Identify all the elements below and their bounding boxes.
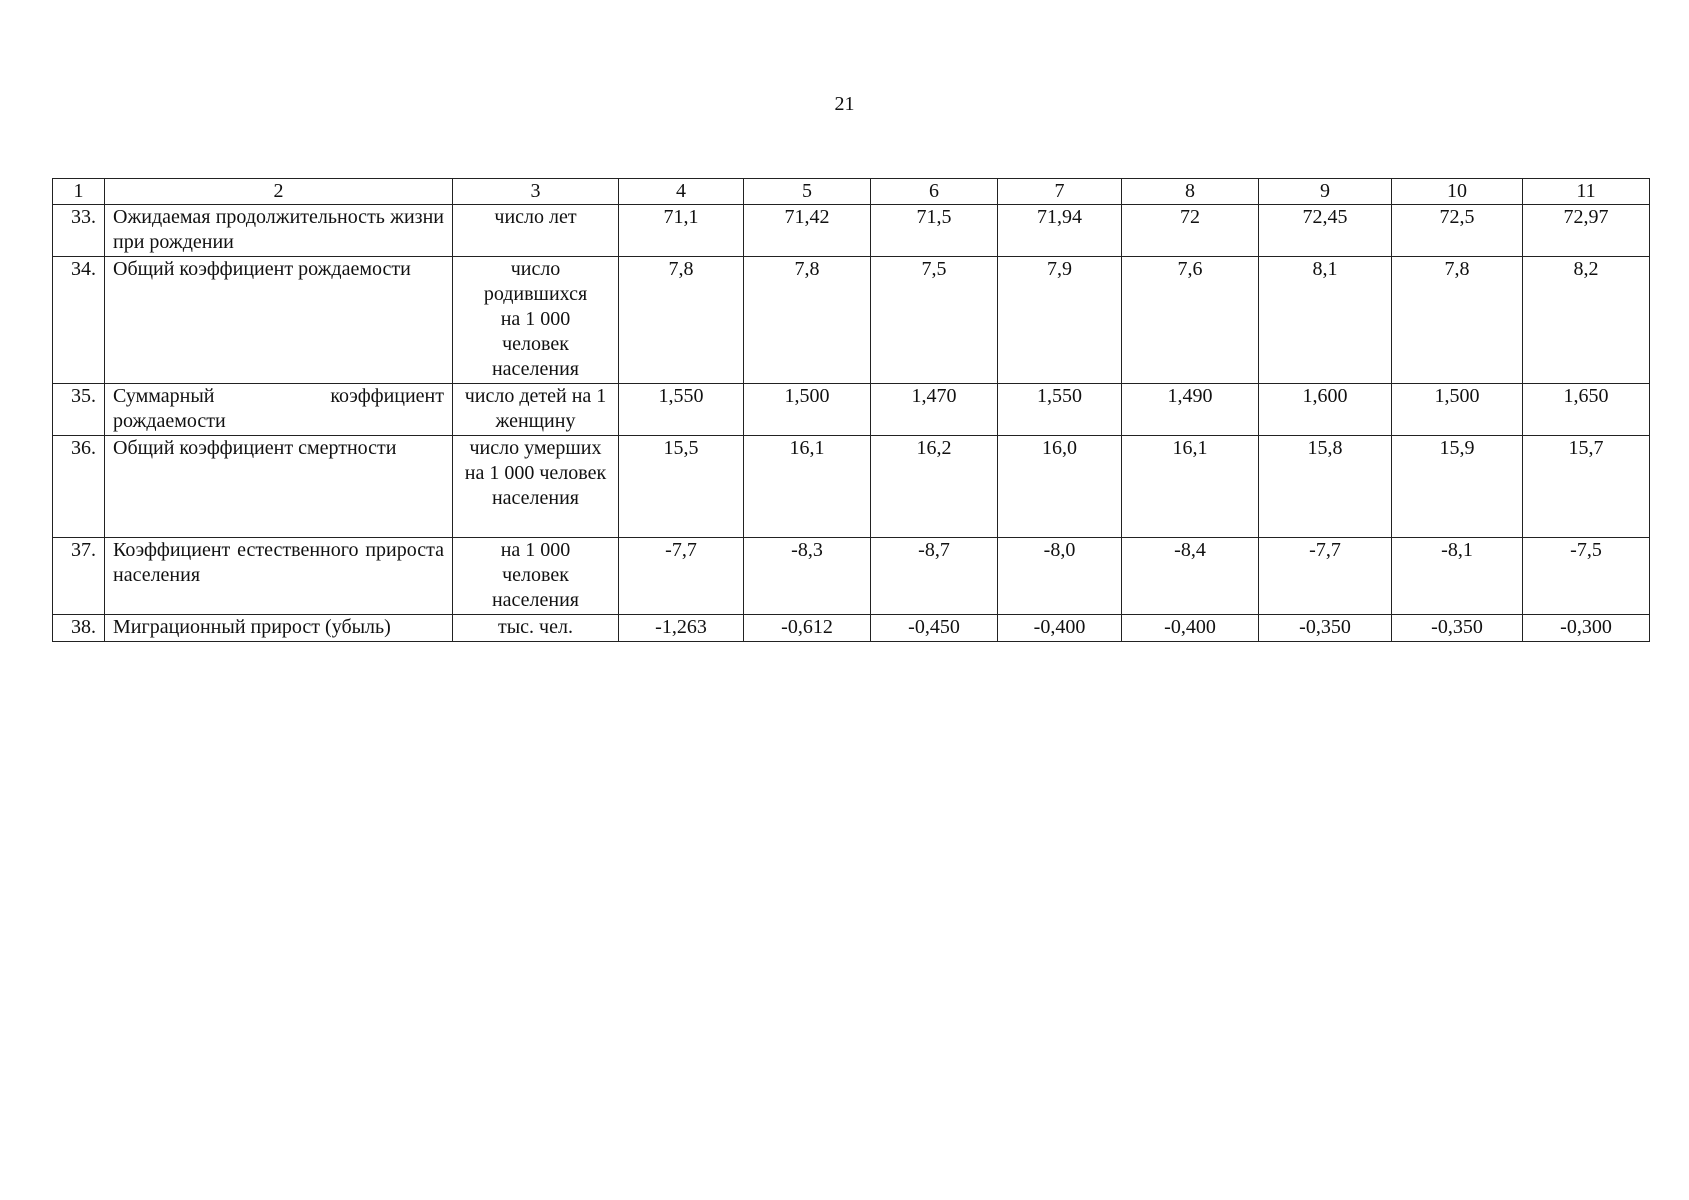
value-cell: 1,600 bbox=[1259, 384, 1392, 436]
value-cell: 1,470 bbox=[871, 384, 998, 436]
unit-cell: число детей на 1 женщину bbox=[453, 384, 619, 436]
value-cell: 16,1 bbox=[1122, 436, 1259, 538]
value-cell: -0,400 bbox=[998, 615, 1122, 642]
row-number: 35. bbox=[53, 384, 105, 436]
column-header: 7 bbox=[998, 179, 1122, 205]
value-cell: 15,9 bbox=[1392, 436, 1523, 538]
value-cell: -1,263 bbox=[619, 615, 744, 642]
column-header: 11 bbox=[1523, 179, 1650, 205]
value-cell: 72,5 bbox=[1392, 205, 1523, 257]
value-cell: -8,1 bbox=[1392, 538, 1523, 615]
row-number: 36. bbox=[53, 436, 105, 538]
column-header: 2 bbox=[105, 179, 453, 205]
value-cell: -7,7 bbox=[1259, 538, 1392, 615]
value-cell: -8,7 bbox=[871, 538, 998, 615]
value-cell: -8,4 bbox=[1122, 538, 1259, 615]
value-cell: -7,5 bbox=[1523, 538, 1650, 615]
unit-cell: число умерших на 1 000 человек населения bbox=[453, 436, 619, 538]
value-cell: 8,1 bbox=[1259, 257, 1392, 384]
indicators-table bbox=[52, 178, 1650, 642]
value-cell: 15,5 bbox=[619, 436, 744, 538]
value-cell: 72 bbox=[1122, 205, 1259, 257]
value-cell: 1,650 bbox=[1523, 384, 1650, 436]
column-header: 5 bbox=[744, 179, 871, 205]
value-cell: 1,500 bbox=[1392, 384, 1523, 436]
indicator-name: Ожидаемая продолжительность жизни при рождении bbox=[105, 205, 453, 257]
table-row bbox=[53, 384, 1650, 436]
value-cell: -8,3 bbox=[744, 538, 871, 615]
value-cell: 7,5 bbox=[871, 257, 998, 384]
value-cell: 72,45 bbox=[1259, 205, 1392, 257]
value-cell: 7,8 bbox=[744, 257, 871, 384]
value-cell: 71,1 bbox=[619, 205, 744, 257]
value-cell: 1,490 bbox=[1122, 384, 1259, 436]
indicator-name: Коэффициент естественного прироста населения bbox=[105, 538, 453, 615]
value-cell: -7,7 bbox=[619, 538, 744, 615]
value-cell: 1,500 bbox=[744, 384, 871, 436]
value-cell: 7,6 bbox=[1122, 257, 1259, 384]
row-number: 38. bbox=[53, 615, 105, 642]
value-cell: 72,97 bbox=[1523, 205, 1650, 257]
indicator-name: Общий коэффициент рождаемости bbox=[105, 257, 453, 384]
value-cell: 16,1 bbox=[744, 436, 871, 538]
page-number: 21 bbox=[834, 93, 855, 115]
value-cell: -8,0 bbox=[998, 538, 1122, 615]
indicator-name: Суммарный коэффициент рождаемости bbox=[105, 384, 453, 436]
unit-cell: тыс. чел. bbox=[453, 615, 619, 642]
table-row bbox=[53, 436, 1650, 538]
value-cell: -0,350 bbox=[1392, 615, 1523, 642]
unit-cell: число родившихся на 1 000 человек населения bbox=[453, 257, 619, 384]
value-cell: 7,8 bbox=[619, 257, 744, 384]
column-header: 1 bbox=[53, 179, 105, 205]
row-number: 34. bbox=[53, 257, 105, 384]
value-cell: -0,612 bbox=[744, 615, 871, 642]
value-cell: 71,5 bbox=[871, 205, 998, 257]
value-cell: 16,0 bbox=[998, 436, 1122, 538]
value-cell: 7,9 bbox=[998, 257, 1122, 384]
column-header: 4 bbox=[619, 179, 744, 205]
table-row bbox=[53, 205, 1650, 257]
value-cell: -0,350 bbox=[1259, 615, 1392, 642]
value-cell: 16,2 bbox=[871, 436, 998, 538]
column-header: 9 bbox=[1259, 179, 1392, 205]
value-cell: 1,550 bbox=[619, 384, 744, 436]
value-cell: 1,550 bbox=[998, 384, 1122, 436]
value-cell: 8,2 bbox=[1523, 257, 1650, 384]
indicator-name: Общий коэффициент смертности bbox=[105, 436, 453, 538]
value-cell: -0,300 bbox=[1523, 615, 1650, 642]
column-header: 8 bbox=[1122, 179, 1259, 205]
unit-cell: на 1 000 человек населения bbox=[453, 538, 619, 615]
table-row bbox=[53, 257, 1650, 384]
unit-cell: число лет bbox=[453, 205, 619, 257]
table-row bbox=[53, 615, 1650, 642]
table-row bbox=[53, 538, 1650, 615]
value-cell: 15,7 bbox=[1523, 436, 1650, 538]
value-cell: 71,94 bbox=[998, 205, 1122, 257]
column-number-row bbox=[53, 179, 1650, 205]
value-cell: -0,400 bbox=[1122, 615, 1259, 642]
column-header: 6 bbox=[871, 179, 998, 205]
value-cell: 71,42 bbox=[744, 205, 871, 257]
column-header: 3 bbox=[453, 179, 619, 205]
row-number: 33. bbox=[53, 205, 105, 257]
column-header: 10 bbox=[1392, 179, 1523, 205]
value-cell: -0,450 bbox=[871, 615, 998, 642]
row-number: 37. bbox=[53, 538, 105, 615]
value-cell: 15,8 bbox=[1259, 436, 1392, 538]
value-cell: 7,8 bbox=[1392, 257, 1523, 384]
indicator-name: Миграционный прирост (убыль) bbox=[105, 615, 453, 642]
